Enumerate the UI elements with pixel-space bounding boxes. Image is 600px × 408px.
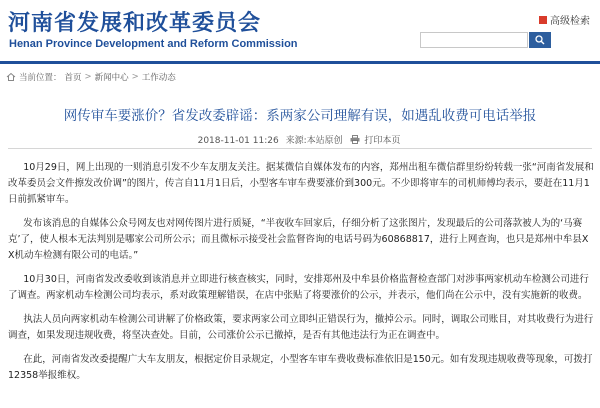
printer-icon — [350, 135, 360, 144]
home-icon — [6, 72, 16, 82]
print-label: 打印本页 — [364, 136, 401, 146]
site-header — [0, 0, 600, 64]
advanced-search-link[interactable] — [539, 12, 590, 27]
search-input[interactable] — [420, 32, 528, 48]
article-paragraph: 10月30日，河南省发改委收到该消息并立即进行核查核实，同时，安排郑州及中牟县价格监督检查部门对涉事两家机动车检测公司进行了调查。两家机动车检测公司均表示，系对政策理解错误，在店中张贴了将要涨价的公示，并表示，他们尚在公示中，没有实施新的收费。 — [8, 274, 589, 301]
breadcrumb-work-updates[interactable]: 工作动态 — [141, 73, 176, 83]
article-source: 来源:本站原创 — [285, 136, 343, 146]
breadcrumb-prefix: 当前位置： — [19, 73, 62, 83]
title-divider — [8, 148, 592, 149]
article-title: 网传审车要涨价？省发改委辟谣：系两家公司理解有误，如遇乱收费可电话举报 — [63, 108, 537, 124]
breadcrumb — [0, 70, 600, 84]
advanced-search-label: 高级检索 — [550, 16, 590, 27]
breadcrumb-home[interactable]: 首页 — [64, 73, 82, 83]
article-paragraph: 执法人员向两家机动车检测公司讲解了价格政策，要求两家公司立即纠正错误行为，撤掉公示。同时，调取公司账目，对其收费行为进行调查，如果发现违规收费，将坚决查处。目前，公司涨价公示已撤掉，是否有其他违法行为正在调查中。 — [8, 314, 594, 341]
search-button[interactable] — [529, 32, 551, 48]
article-paragraph: 在此，河南省发改委提醒广大车友朋友，根据定价目录规定，小型客车审车费收费标准依旧是150元。如有发现违规收费等现象，可拨打12358举报维权。 — [8, 354, 593, 381]
article-paragraph: 10月29日，网上出现的一则消息引发不少车友朋友关注。据某微信自媒体发布的内容，郑州出租车微信群里纷纷转载一张“河南省发展和改革委员会文件擦发改价调”的图片，传言自11月1日后，小型客车审车费要涨价到300元。不少即将审车的司机师傅均表示，要赶在11月1日前抓紧审车。 — [8, 162, 594, 205]
article-date: 2018-11-01 11:26 — [197, 136, 279, 146]
search-icon — [535, 35, 545, 45]
site-title-english: Henan Province Development and Reform Commission — [9, 38, 298, 50]
advanced-search-icon — [539, 16, 547, 24]
header-divider — [0, 61, 600, 64]
article-paragraph: 发布该消息的自媒体公众号网友也对网传图片进行质疑，“半夜收车回家后，仔细分析了这张图片，发现最后的公司落款被人为的‘马赛克’了，使人根本无法判别是哪家公司所公示；而且微标示接受社会监督咨询的电话号码为60868817，进行上网查询，也只是郑州中牟县XX机动车检测有限公司的电话。” — [8, 218, 589, 261]
breadcrumb-separator: > — [131, 72, 139, 82]
article-body — [8, 160, 594, 392]
article-meta — [0, 133, 600, 146]
breadcrumb-news-center[interactable]: 新闻中心 — [94, 73, 129, 83]
article — [0, 90, 600, 408]
breadcrumb-separator: > — [84, 72, 92, 82]
site-title[interactable]: 河南省发展和改革委员会 — [8, 11, 262, 36]
print-link[interactable] — [350, 136, 403, 146]
